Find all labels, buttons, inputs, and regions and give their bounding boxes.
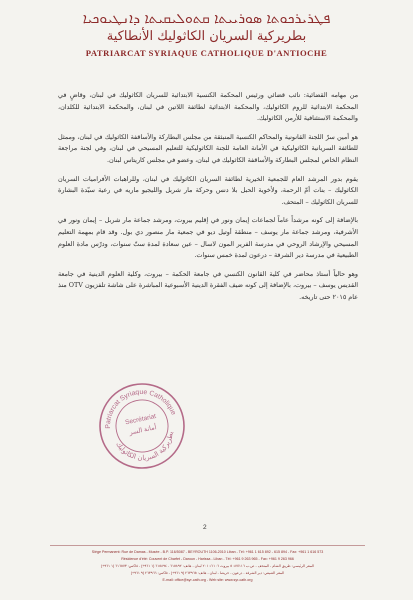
paragraph-spiritual-guide: يقوم بدور المرشد العام للجمعية الخيرية لطائفة السريان الكاثوليك في لبنان، وللراهبات الأفراميات السريان الكاثوليك – بنات أمّ الرحمة، ولأخوية الحبل بلا دنس وحركة مار شربل والليجيو ماريه في رعية سيّدة البشارة للسريان الكاثوليك – المتحف. — [58, 174, 358, 206]
letterhead-french: PATRIARCAT SYRIAQUE CATHOLIQUE D'ANTIOCHE — [85, 48, 328, 58]
paragraph-secretary-roles: هو أمين سرّ اللجنة القانونية والمحاكم الكنسية المنبثقة من مجلس البطاركة والأساقفة الكاثوليك في لبنان، وممثل للطائفة السريانية الكاثوليكية في الأمانة العامة للجنة الكاثوليكية للتعليم المسيحي في لبنان، وفي لجنة مراجعة النظام الخاص لمجلس البطاركة والأساقفة الكاثوليك في لبنان، وعضو في مجلس كاريتاس لبنان. — [58, 132, 358, 164]
secretariat-stamp — [90, 374, 194, 478]
footer-address-summer-fr: Résidence d'été: Couvent de Charfet - Daroun - Harissa - Liban - Tél: +961 9 263 965 - Fax: +961 9 263 966 — [121, 557, 294, 561]
footer-address-main-ar: المقر الرئيسي: طريق الشام - المتحف - ص.ب ٥٠٨٧/١١٦ بيروت ٢٠١٠/١١٠٦ لبنان - هاتف: ٦١٥٨٩٢ - ٦١٥٨٩٤ (١ ٩٦١+) - فاكس: ٦١٦٥٧٣ (١ ٩٦١+) — [100, 564, 314, 568]
page-number: 2 — [203, 524, 207, 531]
body-text — [58, 90, 358, 311]
paragraph-faith-and-light: بالإضافة إلى كونه مرشداً عاماً لجماعات إيمان ونور في إقليم بيروت، ومرشد جماعة مار شربل – إيمان ونور في الأشرفية، ومرشد جماعة مار يوسف – منطقة أوتيل ديو في جمعية مار منصور دي بول. وقد قام بمهمة التعليم المسيحي والإرشاد الروحي في مدرسة الفرير المون لاسال – عين سعادة لمدة ستّ سنوات، ودرّس مادة العلوم الطبيعية في مدرسة دير الشرفة – درعون لمدة خمس سنوات. — [58, 216, 358, 260]
stamp-center-ar: أمانة السر — [128, 424, 158, 437]
stamp-ring-text: Patriarcat Syriaque Catholique — [104, 388, 177, 429]
footer-divider — [50, 545, 365, 546]
letterhead-syriac: ܦܛܪܝܪܟܘܬܐ ܣܘܪܝܝܬܐ ܩܬܘܠܝܩܝܬܐ ܕܐܢܛܝܘܟܝܐ — [82, 11, 331, 27]
footer — [50, 545, 365, 584]
letterhead-arabic: بطريركية السريان الكاثوليك الأنطاكية — [106, 29, 307, 44]
paragraph-current-position: وهو حالياً أستاذ محاضر في كلية القانون الكنسي في جامعة الحكمة – بيروت، وكلية العلوم الدينية في جامعة القديس يوسف – بيروت، بالإضافة إلى كونه ضيف الفقرة الدينية الأسبوعية المباشرة على شاشة تلفزيون OTV منذ عام ٢٠١٥ حتى تاريخه. — [58, 269, 358, 301]
footer-address-main-fr: Siège Permanent: Rue de Damas - Musée - B.P. 116/5087 - BEYROUTH 1106-2010 Liban - Tél: +961 1 615 892 - 615 894 - Fax: +961 1 616 573 — [91, 550, 324, 554]
letterhead — [0, 10, 413, 60]
stamp-center-en: Secrétariat — [124, 412, 157, 427]
paragraph-judicial-duties: من مهامه القضائية: نائب قضائي ورئيس المحكمة الكنسية الابتدائية للسريان الكاثوليك في لبنان، وقاضٍ في المحكمة الابتدائية للروم الكاثوليك، والمحكمة الابتدائية لطائفة اللاتين في لبنان، والمحكمة الابتدائية للكلدان، والمحكمة الاستئنافية للأرمن الكاثوليك. — [58, 91, 358, 123]
stamp-ring-text-arabic: بطريركية السريان الكاثوليك — [114, 431, 175, 463]
footer-address-summer-ar: المقر الصيفي: دير الشرفة - درعون - حريصا - لبنان - هاتف: ٢٦٣٩٦٥ (٩ ٩٦١+) - فاكس: ٢٦٣٩٦٦ (٩ ٩٦١+) — [130, 571, 285, 575]
footer-contact: E-mail: office@syr-cath.org - Web site: www.syr-cath.org — [162, 578, 253, 582]
